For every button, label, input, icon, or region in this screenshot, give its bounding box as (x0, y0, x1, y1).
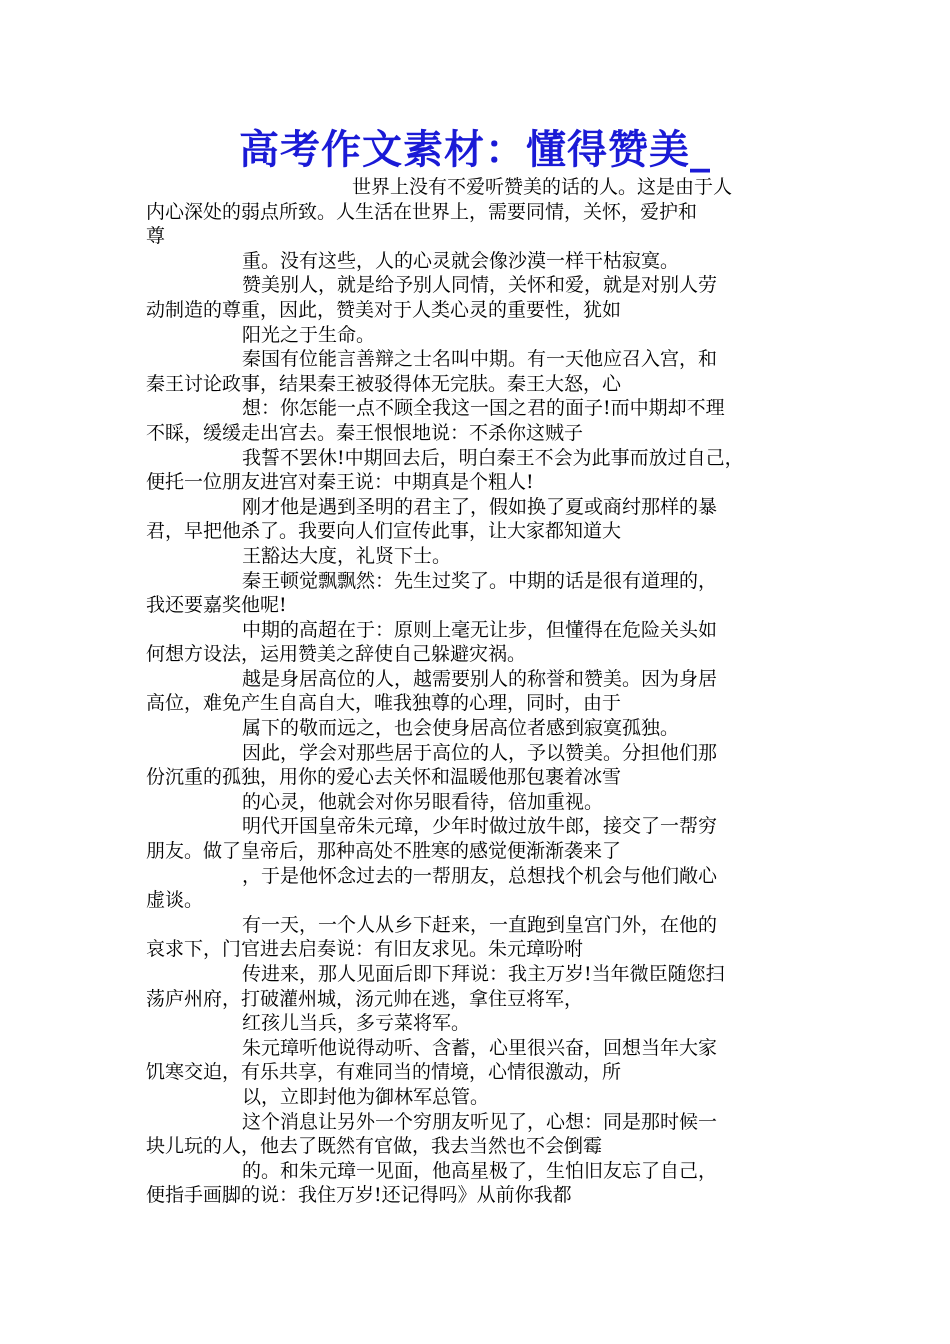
text-line: 以，立即封他为御林军总管。 (242, 1085, 490, 1108)
text-line: 秦王讨论政事，结果秦王被驳得体无完肤。秦王大怒，心 (146, 372, 622, 395)
text-line: 不睬，缓缓走出宫去。秦王恨恨地说：不杀你这贼子 (146, 421, 584, 444)
text-line: 朱元璋听他说得动听、含蓄，心里很兴奋，回想当年大家 (242, 1036, 718, 1059)
text-line: 尊 (146, 225, 166, 248)
text-line: 秦王顿觉飘飘然：先生过奖了。中期的话是很有道理的， (242, 569, 718, 592)
text-line: 重。没有这些，人的心灵就会像沙漠一样干枯寂寞。 (242, 249, 680, 272)
text-line: 高位，难免产生自高自大，唯我独尊的心理，同时，由于 (146, 692, 622, 715)
text-line: 虚谈。 (146, 889, 204, 912)
document-body (146, 175, 810, 1208)
text-line: 王豁达大度，礼贤下士。 (242, 544, 452, 567)
text-line: 赞美别人，就是给予别人同情，关怀和爱，就是对别人劳 (242, 274, 718, 297)
text-line: 动制造的尊重，因此，赞美对于人类心灵的重要性，犹如 (146, 298, 622, 321)
text-line: 红孩儿当兵，多亏菜将军。 (242, 1012, 471, 1035)
text-line: 有一天，一个人从乡下赶来，一直跑到皇宫门外，在他的 (242, 913, 718, 936)
text-line: 块儿玩的人，他去了既然有官做，我去当然也不会倒霉 (146, 1135, 603, 1158)
text-line: 份沉重的孤独，用你的爱心去关怀和温暖他那包裹着冰雪 (146, 766, 622, 789)
text-line: 何想方设法，运用赞美之辞使自己躲避灾祸。 (146, 643, 527, 666)
text-line: 世界上没有不爱听赞美的话的人。这是由于人 (352, 176, 733, 198)
text-line: 明代开国皇帝朱元璋，少年时做过放牛郎，接交了一帮穷 (242, 815, 718, 838)
text-line: 这个消息让另外一个穷朋友听见了，心想：同是那时候一 (242, 1110, 718, 1133)
text-line: 便指手画脚的说：我住万岁!还记得吗》从前你我都 (146, 1184, 572, 1207)
document-title: 高考作文素材：懂得赞美_ (239, 126, 711, 173)
text-line: 因此，学会对那些居于高位的人，予以赞美。分担他们那 (242, 741, 718, 764)
text-line: 哀求下，门官进去启奏说：有旧友求见。朱元璋吩咐 (146, 938, 584, 961)
text-line: 荡庐州府，打破灌州城，汤元帅在逃，拿住豆将军， (146, 987, 584, 1010)
text-line: 的心灵，他就会对你另眼看待，倍加重视。 (242, 790, 604, 813)
text-line: 刚才他是遇到圣明的君主了，假如换了夏或商纣那样的暴 (242, 495, 718, 518)
text-line: 越是身居高位的人，越需要别人的称誉和赞美。因为身居 (242, 667, 718, 690)
text-line: ，于是他怀念过去的一帮朋友，总想找个机会与他们敞心 (242, 864, 718, 887)
text-line: 中期的高超在于：原则上毫无让步，但懂得在危险关头如 (242, 618, 718, 641)
text-line: 我还要嘉奖他呢! (146, 594, 287, 617)
text-line: 想：你怎能一点不顾全我这一国之君的面子!而中期却不理 (242, 397, 725, 420)
text-line: 朋友。做了皇帝后，那种高处不胜寒的感觉便渐渐袭来了 (146, 840, 622, 863)
text-line: 我誓不罢休!中期回去后，明白秦王不会为此事而放过自己， (242, 446, 744, 469)
text-line: 属下的敬而远之，也会使身居高位者感到寂寞孤独。 (242, 717, 680, 740)
text-line: 内心深处的弱点所致。人生活在世界上，需要同情，关怀，爱护和 (146, 200, 698, 223)
text-line: 传进来，那人见面后即下拜说：我主万岁!当年微臣随您扫 (242, 963, 725, 985)
text-line: 的。和朱元璋一见面，他高星极了，生怕旧友忘了自己， (242, 1159, 718, 1182)
text-line: 便托一位朋友进宫对秦王说：中期真是个粗人! (146, 471, 534, 494)
text-line: 饥寒交迫，有乐共享，有难同当的情境，心情很激动，所 (146, 1061, 622, 1084)
text-line: 阳光之于生命。 (242, 323, 376, 346)
text-line: 君，早把他杀了。我要向人们宣传此事，让大家都知道大 (146, 520, 622, 543)
text-line: 秦国有位能言善辩之士名叫中期。有一天他应召入宫，和 (242, 348, 718, 371)
